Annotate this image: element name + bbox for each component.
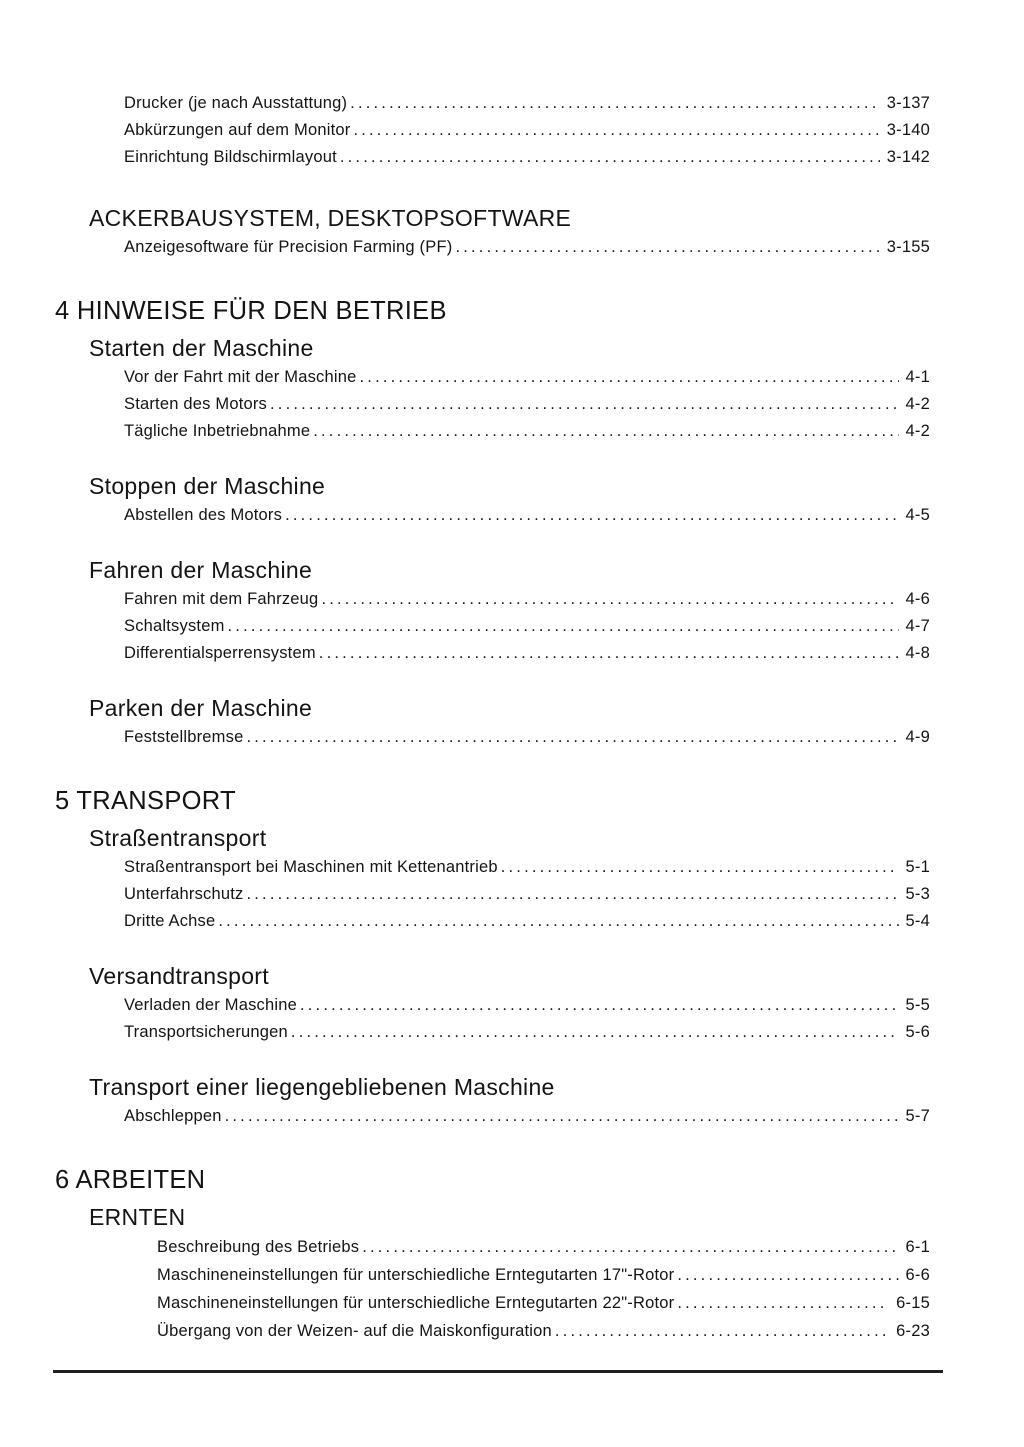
footer-rule bbox=[53, 1370, 943, 1373]
dot-leader bbox=[228, 613, 899, 640]
dot-leader bbox=[350, 90, 880, 117]
dot-leader bbox=[291, 1019, 899, 1046]
toc-entry-title: Differentialsperrensystem bbox=[124, 644, 316, 662]
toc-entry bbox=[0, 234, 930, 261]
toc-entry-page: 3-137 bbox=[886, 94, 930, 112]
toc-entry bbox=[0, 640, 930, 667]
dot-leader bbox=[246, 724, 898, 751]
toc-entry-title: Übergang von der Weizen- auf die Maiskonfiguration bbox=[157, 1322, 552, 1340]
toc-entry-title: Fahren mit dem Fahrzeug bbox=[124, 590, 319, 608]
toc-entry bbox=[0, 881, 930, 908]
toc-section-parken bbox=[0, 693, 930, 751]
toc-entry bbox=[0, 117, 930, 144]
toc-entry-title: Verladen der Maschine bbox=[124, 996, 297, 1014]
dot-leader bbox=[353, 117, 879, 144]
toc-entry-page: 6-15 bbox=[896, 1294, 930, 1312]
toc-section-ernten bbox=[0, 1202, 930, 1345]
toc-entry-title: Anzeigesoftware für Precision Farming (PF) bbox=[124, 238, 453, 256]
toc-entry bbox=[0, 90, 930, 117]
toc-group-chapter3-continuation bbox=[0, 90, 930, 171]
dot-leader bbox=[313, 418, 898, 445]
toc-entry bbox=[0, 1261, 930, 1289]
toc-entry-title: Dritte Achse bbox=[124, 912, 216, 930]
toc-entry-page: 6-6 bbox=[905, 1266, 930, 1284]
chapter-heading: 4 HINWEISE FÜR DEN BETRIEB bbox=[55, 297, 447, 325]
toc-entry-title: Maschineneinstellungen für unterschiedliche Erntegutarten 22"-Rotor bbox=[157, 1294, 675, 1312]
dot-leader bbox=[225, 1103, 899, 1130]
dot-leader bbox=[218, 908, 898, 935]
dot-leader bbox=[246, 881, 898, 908]
dot-leader bbox=[340, 144, 880, 171]
toc-entry bbox=[0, 502, 930, 529]
section-heading: Transport einer liegengebliebenen Maschine bbox=[89, 1074, 555, 1100]
toc-entry-title: Beschreibung des Betriebs bbox=[157, 1238, 360, 1256]
toc-entry-title: Straßentransport bei Maschinen mit Kettenantrieb bbox=[124, 858, 498, 876]
dot-leader bbox=[455, 234, 879, 261]
toc-entry bbox=[0, 1233, 930, 1261]
toc-entry bbox=[0, 613, 930, 640]
toc-entry-title: Tägliche Inbetriebnahme bbox=[124, 422, 311, 440]
toc-entry-page: 4-2 bbox=[905, 395, 930, 413]
toc-entry-page: 4-2 bbox=[905, 422, 930, 440]
toc-entry bbox=[0, 144, 930, 171]
toc-entry-page: 3-155 bbox=[886, 238, 930, 256]
dot-leader bbox=[555, 1317, 889, 1345]
section-heading: Starten der Maschine bbox=[89, 335, 314, 361]
dot-leader bbox=[285, 502, 898, 529]
toc-entry bbox=[0, 364, 930, 391]
toc-entry-title: Einrichtung Bildschirmlayout bbox=[124, 148, 337, 166]
toc-entry-title: Unterfahrschutz bbox=[124, 885, 244, 903]
toc-entry-page: 4-9 bbox=[905, 728, 930, 746]
toc-entry-page: 4-5 bbox=[905, 506, 930, 524]
chapter-heading: 5 TRANSPORT bbox=[55, 787, 236, 815]
section-heading: ERNTEN bbox=[89, 1204, 186, 1230]
toc-entry bbox=[0, 391, 930, 418]
section-heading: Straßentransport bbox=[89, 825, 267, 851]
toc-entry-page: 6-23 bbox=[896, 1322, 930, 1340]
toc-entry-title: Abkürzungen auf dem Monitor bbox=[124, 121, 351, 139]
toc-entry bbox=[0, 1289, 930, 1317]
toc-entry-title: Starten des Motors bbox=[124, 395, 267, 413]
dot-leader bbox=[677, 1261, 898, 1289]
toc-entry-page: 4-8 bbox=[905, 644, 930, 662]
toc-entry bbox=[0, 418, 930, 445]
dot-leader bbox=[300, 992, 899, 1019]
toc-entry-title: Vor der Fahrt mit der Maschine bbox=[124, 368, 357, 386]
dot-leader bbox=[360, 364, 899, 391]
dot-leader bbox=[270, 391, 899, 418]
toc-entry bbox=[0, 854, 930, 881]
toc-entry-page: 5-6 bbox=[905, 1023, 930, 1041]
section-heading: Parken der Maschine bbox=[89, 695, 313, 721]
chapter-heading: 6 ARBEITEN bbox=[55, 1166, 206, 1194]
toc-entry bbox=[0, 1019, 930, 1046]
toc-entry bbox=[0, 908, 930, 935]
toc-entry-page: 5-3 bbox=[905, 885, 930, 903]
dot-leader bbox=[501, 854, 899, 881]
toc-entry-page: 3-140 bbox=[886, 121, 930, 139]
toc-entry-title: Schaltsystem bbox=[124, 617, 225, 635]
toc-entry bbox=[0, 1317, 930, 1345]
section-heading: Versandtransport bbox=[89, 963, 269, 989]
section-heading: Stoppen der Maschine bbox=[89, 473, 326, 499]
toc-section-strassentransport bbox=[0, 823, 930, 935]
toc-entry-title: Maschineneinstellungen für unterschiedliche Erntegutarten 17"-Rotor bbox=[157, 1266, 675, 1284]
toc-entry-page: 5-5 bbox=[905, 996, 930, 1014]
toc-entry-page: 4-1 bbox=[905, 368, 930, 386]
toc-section-starten bbox=[0, 333, 930, 445]
toc-entry-title: Drucker (je nach Ausstattung) bbox=[124, 94, 348, 112]
dot-leader bbox=[677, 1289, 889, 1317]
toc-entry-title: Feststellbremse bbox=[124, 728, 244, 746]
toc-entry-page: 4-6 bbox=[905, 590, 930, 608]
toc-entry-title: Abschleppen bbox=[124, 1107, 222, 1125]
dot-leader bbox=[362, 1233, 898, 1261]
toc-entry-page: 3-142 bbox=[886, 148, 930, 166]
toc-entry bbox=[0, 1103, 930, 1130]
toc-entry-title: Abstellen des Motors bbox=[124, 506, 283, 524]
section-heading: Fahren der Maschine bbox=[89, 557, 313, 583]
toc-entry bbox=[0, 992, 930, 1019]
toc-section-transport-liegengeblieben bbox=[0, 1072, 930, 1130]
toc-section-ackerbausystem bbox=[0, 203, 930, 261]
section-heading: ACKERBAUSYSTEM, DESKTOPSOFTWARE bbox=[89, 205, 572, 231]
toc-section-stoppen bbox=[0, 471, 930, 529]
toc-entry-page: 5-4 bbox=[905, 912, 930, 930]
toc-section-fahren bbox=[0, 555, 930, 667]
toc-entry-title: Transportsicherungen bbox=[124, 1023, 288, 1041]
toc-entry bbox=[0, 724, 930, 751]
dot-leader bbox=[319, 640, 899, 667]
toc-entry-page: 4-7 bbox=[905, 617, 930, 635]
toc-entry-page: 5-1 bbox=[905, 858, 930, 876]
toc-section-versandtransport bbox=[0, 961, 930, 1046]
toc-entry-page: 5-7 bbox=[905, 1107, 930, 1125]
toc-content bbox=[0, 90, 1024, 1373]
toc-entry bbox=[0, 586, 930, 613]
toc-entry-page: 6-1 bbox=[905, 1238, 930, 1256]
dot-leader bbox=[321, 586, 898, 613]
